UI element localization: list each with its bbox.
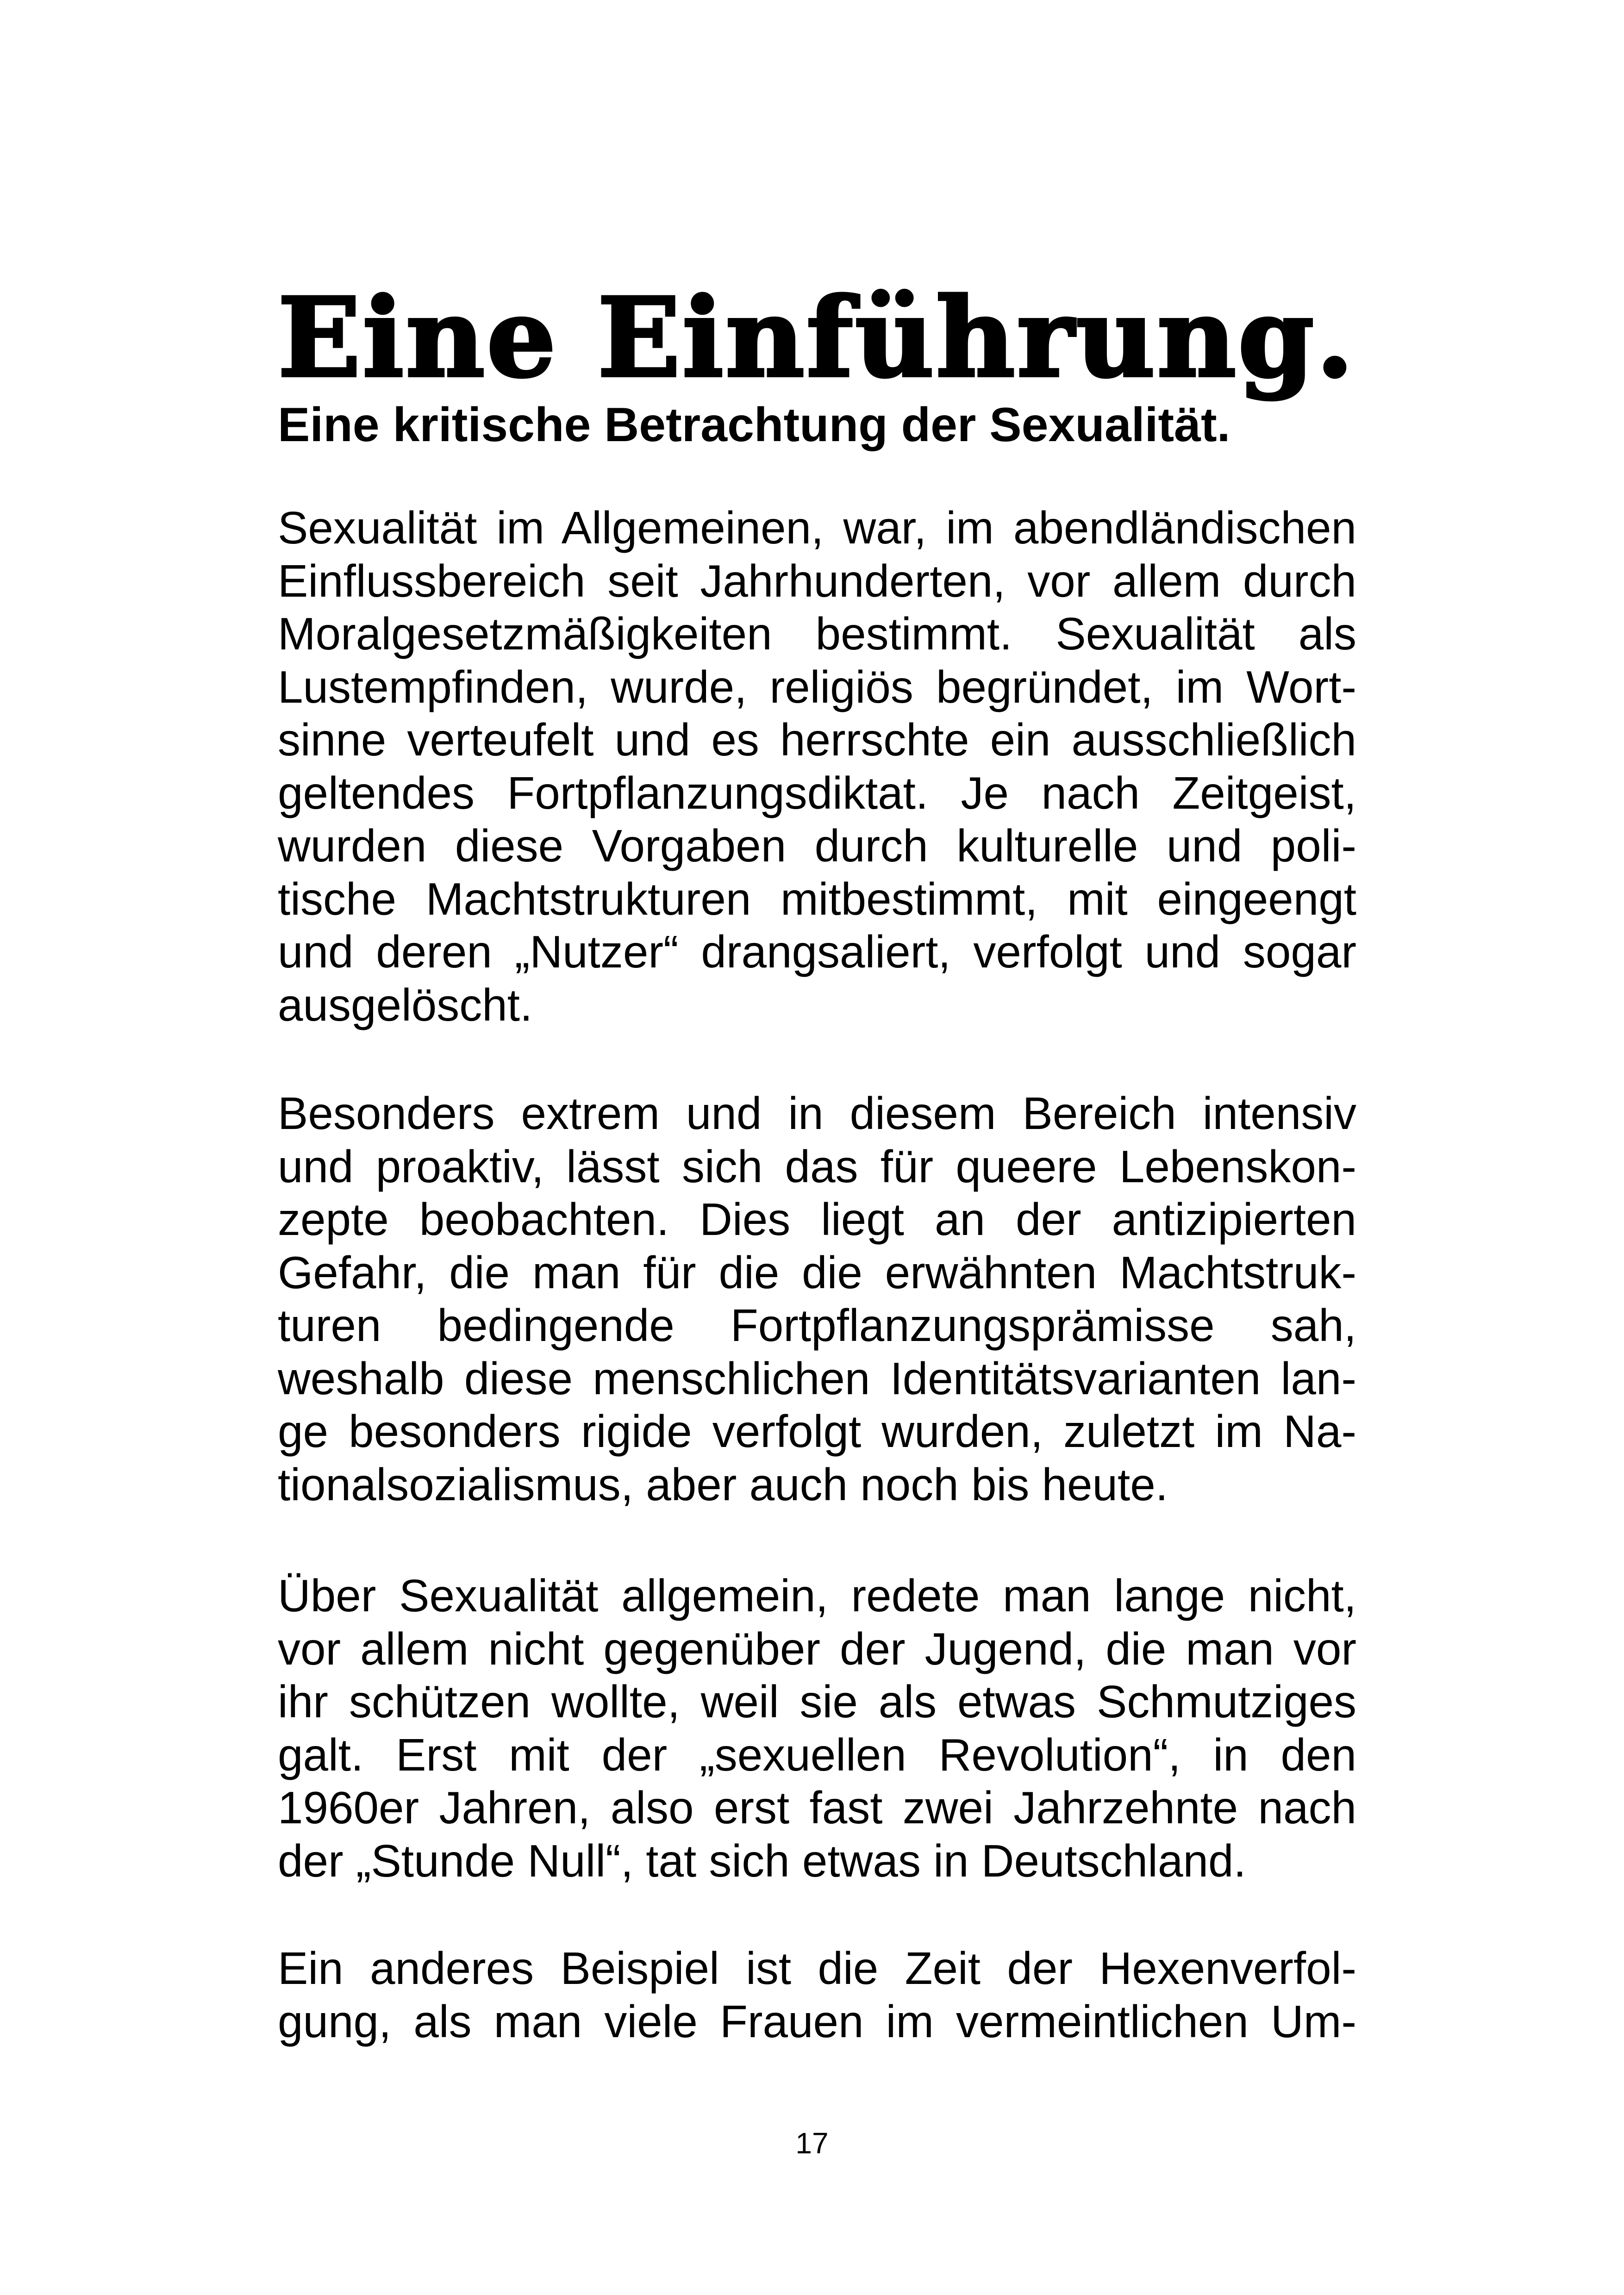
text-line: galt. Erst mit der „sexuellen Revolution“, in den [278,1729,1356,1780]
text-line: Lustempfinden, wurde, religiös begründet, im Wort- [278,661,1356,712]
text-line: ihr schützen wollte, weil sie als etwas Schmutziges [278,1676,1356,1727]
text-line: sinne verteufelt und es herrschte ein ausschließlich [278,714,1356,765]
text-line: Sexualität im Allgemeinen, war, im abendländischen [278,502,1356,553]
text-line: 1960er Jahren, also erst fast zwei Jahrzehnte nach [278,1782,1356,1833]
text-line: vor allem nicht gegenüber der Jugend, die man vor [278,1623,1356,1674]
text-line: Gefahr, die man für die die erwähnten Machtstruk- [278,1247,1356,1298]
text-line: weshalb diese menschlichen Identitätsvarianten lan- [278,1353,1356,1404]
text-line: Einflussbereich seit Jahrhunderten, vor allem durch [278,555,1356,606]
text-line: gung, als man viele Frauen im vermeintlichen Um- [278,1996,1356,2047]
text-line: turen bedingende Fortpflanzungsprämisse sah, [278,1300,1356,1351]
paragraph-4 [278,1942,1356,2048]
text-line: Moralgesetzmäßigkeiten bestimmt. Sexualität als [278,608,1356,659]
text-line: der „Stunde Null“, tat sich etwas in Deutschland. [278,1835,1246,1886]
text-line: und proaktiv, lässt sich das für queere Lebenskon- [278,1141,1356,1192]
text-line: Ein anderes Beispiel ist die Zeit der Hexenverfol- [278,1943,1356,1994]
text-line: wurden diese Vorgaben durch kulturelle und poli- [278,820,1356,871]
text-line: ausgelöscht. [278,979,533,1030]
text-line: Über Sexualität allgemein, redete man lange nicht, [278,1570,1356,1621]
text-line: und deren „Nutzer“ drangsaliert, verfolgt und sogar [278,926,1356,977]
page-title: Eine Einführung. [278,274,1356,402]
text-line: ge besonders rigide verfolgt wurden, zuletzt im Na- [278,1406,1356,1457]
text-line: geltendes Fortpflanzungsdiktat. Je nach Zeitgeist, [278,767,1356,818]
page-number: 17 [795,2127,829,2160]
text-line: Besonders extrem und in diesem Bereich intensiv [278,1088,1356,1139]
paragraph-1 [278,501,1356,1031]
text-line: tionalsozialismus, aber auch noch bis heute. [278,1459,1168,1510]
page-subtitle: Eine kritische Betrachtung der Sexualität. [278,398,1230,452]
paragraph-3 [278,1569,1356,1887]
paragraph-2 [278,1087,1356,1511]
text-line: zepte beobachten. Dies liegt an der antizipierten [278,1194,1356,1245]
text-line: tische Machtstrukturen mitbestimmt, mit eingeengt [278,873,1356,924]
